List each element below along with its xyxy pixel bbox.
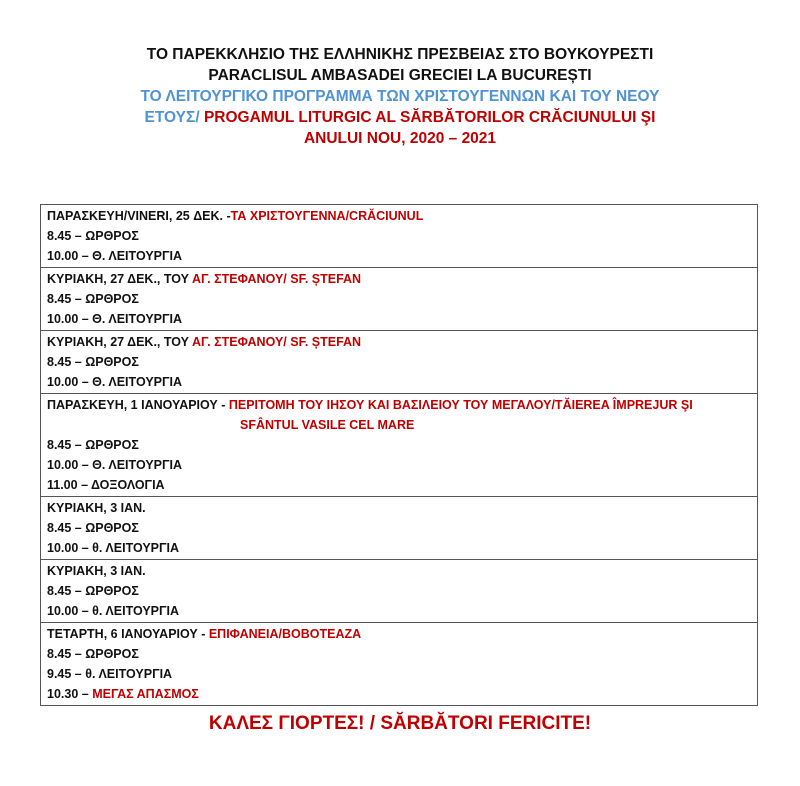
subtitle-romanian: PROGAMUL LITURGIC AL SĂRBĂTORILOR CRĂCIUNULUI ŞI bbox=[203, 109, 656, 126]
service-line: 8.45 – ΩΡΘΡΟΣ bbox=[47, 584, 139, 598]
service-line: 10.00 – Θ. ΛΕΙΤΟΥΡΓΙΑ bbox=[47, 312, 183, 326]
schedule-row bbox=[41, 394, 758, 497]
service-line: 10.00 – Θ. ΛΕΙΤΟΥΡΓΙΑ bbox=[47, 458, 183, 472]
service-line: 10.00 – Θ. ΛΕΙΤΟΥΡΓΙΑ bbox=[47, 249, 183, 263]
service-line: 8.45 – ΩΡΘΡΟΣ bbox=[47, 229, 139, 243]
schedule-cell bbox=[41, 394, 758, 497]
title-romanian: PARACLISUL AMBASADEI GRECIEI LA BUCUREȘTI bbox=[208, 67, 592, 84]
day-label: ΚΥΡΙΑΚΗ, 27 ΔΕΚ., ΤΟΥ bbox=[47, 272, 193, 286]
title-greek: ΤΟ ΠΑΡΕΚΚΛΗΣΙΟ ΤΗΣ ΕΛΛΗΝΙΚΗΣ ΠΡΕΣΒΕΙΑΣ ΣΤΟ ΒΟΥΚΟΥΡΕΣΤΙ bbox=[146, 46, 654, 63]
service-line: 8.45 – ΩΡΘΡΟΣ bbox=[47, 292, 139, 306]
subtitle-line-mixed bbox=[0, 107, 800, 128]
schedule-row bbox=[41, 497, 758, 560]
service-line: 8.45 – ΩΡΘΡΟΣ bbox=[47, 438, 139, 452]
schedule-row bbox=[41, 331, 758, 394]
schedule-cell bbox=[41, 205, 758, 268]
day-label: ΚΥΡΙΑΚΗ, 3 ΙΑΝ. bbox=[47, 564, 146, 578]
service-name: ΜΕΓΑΣ ΑΠΑΣΜΟΣ bbox=[92, 687, 199, 701]
service-time: 10.30 – bbox=[47, 687, 93, 701]
service-line: 11.00 – ΔΟΞΟΛΟΓΙΑ bbox=[47, 478, 165, 492]
schedule-cell bbox=[41, 560, 758, 623]
schedule-cell bbox=[41, 331, 758, 394]
feast-label-continued: SFÂNTUL VASILE CEL MARE bbox=[240, 418, 415, 432]
service-line: 10.00 – θ. ΛΕΙΤΟΥΡΓΙΑ bbox=[47, 541, 180, 555]
feast-label: ΕΠΙΦΑΝΕΙΑ/BOBOTEAZA bbox=[208, 627, 362, 641]
day-line bbox=[47, 206, 751, 226]
service-line: 8.45 – ΩΡΘΡΟΣ bbox=[47, 355, 139, 369]
feast-label: ΑΓ. ΣΤΕΦΑΝΟΥ/ SF. ȘTEFAN bbox=[192, 272, 362, 286]
schedule-row bbox=[41, 623, 758, 706]
feast-label: ΤΑ ΧΡΙΣΤΟΥΓΕΝΝΑ/CRĂCIUNUL bbox=[230, 209, 424, 223]
service-line: 8.45 – ΩΡΘΡΟΣ bbox=[47, 647, 139, 661]
schedule-row bbox=[41, 268, 758, 331]
day-line bbox=[47, 269, 751, 289]
day-line bbox=[47, 332, 751, 352]
schedule-table bbox=[40, 204, 758, 706]
day-label: ΚΥΡΙΑΚΗ, 3 ΙΑΝ. bbox=[47, 501, 146, 515]
schedule-cell bbox=[41, 268, 758, 331]
service-line: 10.00 – Θ. ΛΕΙΤΟΥΡΓΙΑ bbox=[47, 375, 183, 389]
schedule-row bbox=[41, 205, 758, 268]
schedule-row bbox=[41, 560, 758, 623]
document-header bbox=[0, 44, 800, 149]
closing-greeting: ΚΑΛΕΣ ΓΙΟΡΤΕΣ! / SĂRBĂTORI FERICITE! bbox=[208, 713, 592, 734]
subtitle-greek-end: ΕΤΟΥΣ/ bbox=[144, 109, 204, 126]
service-line bbox=[47, 684, 751, 704]
day-line bbox=[47, 561, 751, 581]
day-label: ΚΥΡΙΑΚΗ, 27 ΔΕΚ., ΤΟΥ bbox=[47, 335, 193, 349]
service-line: 9.45 – θ. ΛΕΙΤΟΥΡΓΙΑ bbox=[47, 667, 173, 681]
day-line bbox=[47, 498, 751, 518]
subtitle-romanian-end: ANULUI NOU, 2020 – 2021 bbox=[303, 130, 497, 147]
day-label: ΠΑΡΑΣΚΕΥΗ, 1 ΙΑΝΟΥΑΡΙΟΥ - bbox=[47, 398, 229, 412]
day-line bbox=[47, 624, 751, 644]
subtitle-greek: ΤΟ ΛΕΙΤΟΥΡΓΙΚΟ ΠΡΟΓΡΑΜΜΑ ΤΩΝ ΧΡΙΣΤΟΥΓΕΝΝΩΝ ΚΑΙ ΤΟΥ ΝΕΟΥ bbox=[140, 88, 660, 105]
feast-label: ΠΕΡΙΤΟΜΗ ΤΟΥ ΙΗΣΟΥ ΚΑΙ ΒΑΣΙΛΕΙΟΥ ΤΟΥ ΜΕΓΑΛΟΥ/TĂIEREA ÎMPREJUR ŞI bbox=[228, 398, 693, 412]
feast-label: ΑΓ. ΣΤΕΦΑΝΟΥ/ SF. ȘTEFAN bbox=[192, 335, 362, 349]
schedule-cell bbox=[41, 497, 758, 560]
day-label: ΠΑΡΑΣΚΕΥΗ/VINERI, 25 ΔΕΚ. - bbox=[47, 209, 231, 223]
day-line bbox=[47, 395, 751, 415]
service-line: 10.00 – θ. ΛΕΙΤΟΥΡΓΙΑ bbox=[47, 604, 180, 618]
service-line: 8.45 – ΩΡΘΡΟΣ bbox=[47, 521, 139, 535]
day-label: ΤΕΤΑΡΤΗ, 6 ΙΑΝΟΥΑΡΙΟΥ - bbox=[47, 627, 209, 641]
schedule-cell bbox=[41, 623, 758, 706]
